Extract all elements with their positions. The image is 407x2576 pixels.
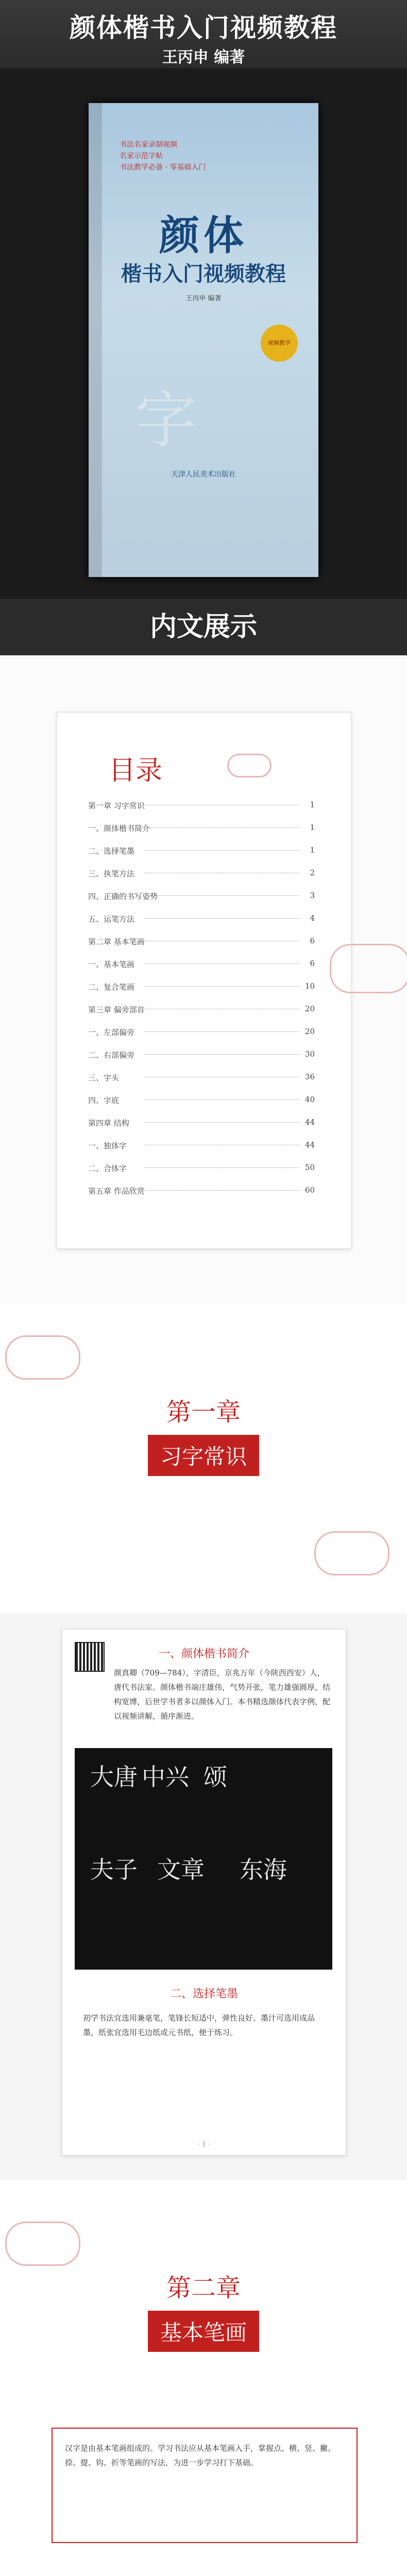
toc-row (88, 1072, 315, 1083)
toc-row (88, 1140, 315, 1151)
cover-blurb (120, 139, 206, 173)
toc-row (88, 1049, 315, 1060)
header-title: 颜体楷书入门视频教程 (70, 12, 337, 43)
rubbing-image (75, 1748, 332, 1970)
toc-section (0, 655, 407, 1304)
toc-entry: 第一章 习字常识 (88, 801, 145, 810)
chapter-title: 基本笔画 (148, 2311, 259, 2352)
rubbing-char: 颂 (204, 1763, 227, 1791)
cloud-ornament (330, 944, 407, 993)
note-box (52, 2428, 358, 2543)
book-cover (89, 103, 318, 577)
toc-page-number: 1 (310, 800, 315, 809)
toc-leader (145, 1122, 299, 1123)
rubbing-char: 文章 (157, 1856, 205, 1884)
toc-row (88, 1117, 315, 1128)
toc-row (88, 1027, 315, 1038)
toc-page-number: 6 (310, 959, 315, 968)
section-heading: 二、选择笔墨 (169, 1988, 238, 2001)
page-number: · 1 · (198, 2141, 210, 2148)
chapter1-section (0, 1304, 407, 1614)
toc-entry: 四、字底 (88, 1096, 120, 1105)
toc-page-number: 44 (304, 1140, 315, 1149)
toc-entry: 第五章 作品欣赏 (88, 1187, 145, 1196)
toc-page-number: 4 (310, 913, 315, 923)
toc-entry: 第四章 结构 (88, 1118, 129, 1128)
toc-leader (145, 918, 299, 919)
toc-entry: 一、独体字 (88, 1141, 127, 1150)
intro-section (0, 1614, 407, 2180)
cover-ghost-char: 字 (135, 385, 197, 456)
toc-page-number: 50 (304, 1163, 315, 1172)
toc-leader (145, 1167, 299, 1168)
cover-subtitle: 楷书入门视频教程 (121, 262, 286, 286)
toc-entry: 二、复合笔画 (88, 982, 135, 992)
toc-entry: 五、运笔方法 (88, 914, 135, 924)
chapter2-section (0, 2180, 407, 2576)
cover-seal: 视频教学 (261, 325, 298, 362)
intro-text: 初学书法宜选用兼毫笔，笔锋长短适中，弹性良好。墨汁可选用成品墨，纸张宜选用毛边纸或元书纸，便于练习。 (83, 2013, 315, 2037)
header-author: 王丙申 编著 (162, 48, 245, 66)
cloud-ornament (227, 754, 272, 777)
toc-leader (145, 1190, 299, 1191)
rubbing-char: 东海 (240, 1856, 287, 1884)
rubbing-char: 中兴 (142, 1763, 189, 1791)
cover-author: 王丙申 编著 (185, 295, 222, 302)
toc-entry: 第二章 基本笔画 (88, 937, 145, 946)
toc-row (88, 936, 315, 947)
toc-row (88, 981, 315, 992)
toc-entry: 一、颜体楷书简介 (88, 824, 150, 833)
toc-leader (145, 1031, 299, 1032)
toc-page-number: 6 (310, 936, 315, 945)
cloud-ornament (314, 1531, 389, 1575)
cover-title: 颜体 (159, 212, 248, 259)
rubbing-char: 大唐 (90, 1763, 138, 1791)
blurb-line: 书法名家录制视频 (120, 141, 177, 149)
toc-row (88, 959, 315, 970)
toc-row (88, 913, 315, 924)
chapter-title: 习字常识 (148, 1435, 259, 1476)
cover-section (0, 68, 407, 599)
toc-row (88, 891, 315, 902)
toc-entry: 三、字头 (88, 1073, 120, 1082)
toc-entry: 二、选择笔墨 (88, 846, 135, 856)
toc-leader (145, 827, 299, 828)
toc-heading: 目录 (109, 755, 163, 786)
toc-entry: 四、正确的书写姿势 (88, 892, 158, 901)
cover-publisher: 天津人民美术出版社 (171, 470, 236, 479)
intro-text: 颜真卿（709—784），字清臣，京兆万年（今陕西西安）人，唐代书法家。颜体楷书端庄雄伟，气势开张，笔力雄强圆厚，结构宽博，后世学书者多以颜体入门。本书精选颜体代表字例，配以视频讲解，循序渐进。 (114, 1668, 331, 1721)
toc-row (88, 823, 315, 834)
toc-row (88, 1095, 315, 1106)
toc-row (88, 1004, 315, 1015)
toc-page-number: 60 (304, 1185, 315, 1195)
intro-page (62, 1629, 346, 2156)
toc-page-number: 36 (304, 1072, 315, 1081)
toc-page-number: 30 (304, 1049, 315, 1059)
toc-page-number: 1 (310, 845, 315, 855)
toc-leader (145, 963, 299, 964)
toc-leader (145, 1054, 299, 1055)
toc-page-number: 2 (310, 868, 315, 877)
toc-row (88, 1163, 315, 1174)
toc-page (57, 712, 351, 1249)
section-band (0, 599, 407, 655)
chapter2-heading (0, 2268, 407, 2352)
blurb-line: 名家示范字帖 (120, 152, 163, 160)
toc-entry: 第三章 偏旁部首 (88, 1005, 145, 1014)
header (0, 0, 407, 68)
cloud-ornament (5, 1335, 80, 1380)
chapter1-heading (0, 1392, 407, 1476)
toc-entry: 一、左部偏旁 (88, 1028, 135, 1037)
note-text: 汉字是由基本笔画组成的。学习书法应从基本笔画入手，掌握点、横、竖、撇、捺、提、钩、折等笔画的写法，为进一步学习打下基础。 (65, 2444, 336, 2467)
cloud-ornament (5, 2222, 80, 2266)
toc-row (88, 1185, 315, 1196)
blurb-line: 书法教学必备 · 零基础入门 (120, 163, 206, 172)
toc-page-number: 20 (304, 1027, 315, 1036)
toc-page-number: 3 (310, 891, 315, 900)
toc-entry: 一、基本笔画 (88, 960, 135, 969)
toc-leader (145, 986, 299, 987)
toc-leader (145, 850, 299, 851)
toc-leader (145, 895, 299, 896)
toc-page-number: 1 (310, 823, 315, 832)
chapter-number: 第一章 (166, 1398, 241, 1427)
toc-page-number: 20 (304, 1004, 315, 1013)
toc-entry: 二、右部偏旁 (88, 1050, 135, 1060)
toc-page-number: 44 (304, 1117, 315, 1127)
toc-row (88, 845, 315, 856)
book-spine (89, 103, 102, 577)
toc-leader (145, 1099, 299, 1100)
toc-entry: 二、合体字 (88, 1164, 127, 1173)
toc-page-number: 40 (304, 1095, 315, 1104)
chapter-number: 第二章 (166, 2274, 241, 2302)
toc-entry: 三、执笔方法 (88, 869, 135, 878)
rubbing-char: 夫子 (90, 1856, 138, 1884)
toc-page-number: 10 (304, 981, 315, 991)
toc-row (88, 868, 315, 879)
toc-row (88, 800, 315, 811)
band-title: 内文展示 (149, 611, 257, 642)
intro-heading: 一、颜体楷书简介 (158, 1648, 249, 1660)
